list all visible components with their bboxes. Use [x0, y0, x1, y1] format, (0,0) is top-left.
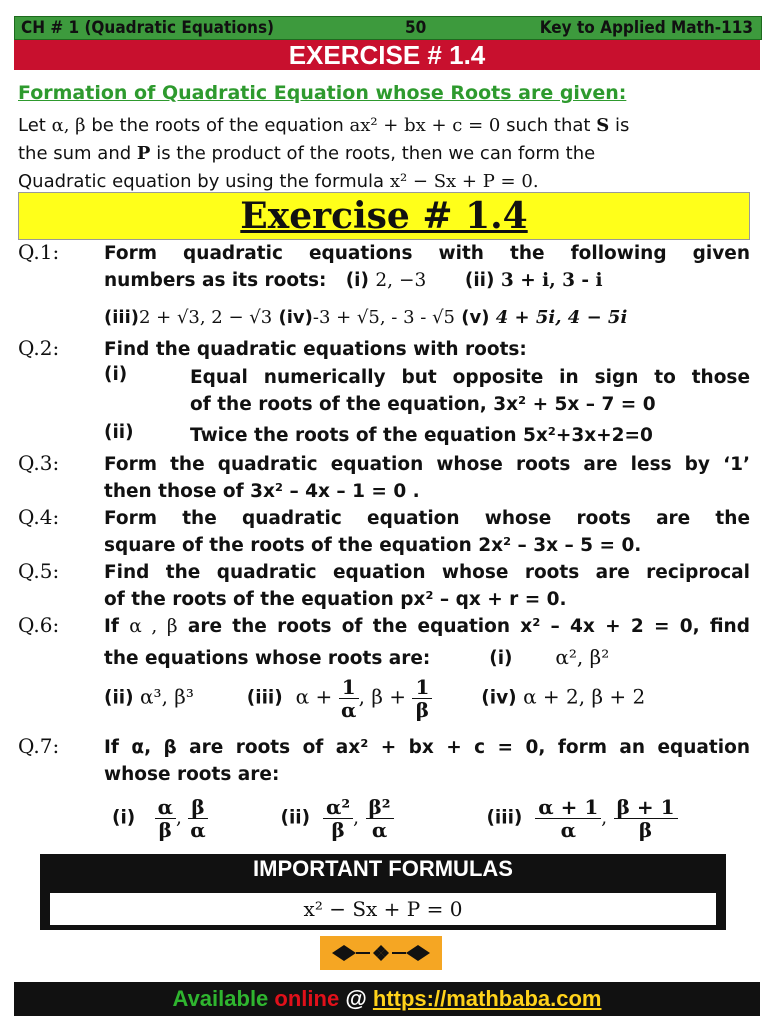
diamond-ornament-icon: [320, 936, 442, 970]
product-symbol: P: [136, 143, 151, 164]
intro-text: such that: [506, 115, 591, 136]
q4-number: Q.4:: [18, 505, 60, 529]
q1-part-iv: (iv): [278, 307, 313, 328]
q7-frac-a1-a: $\frac{\alpha + 1}{\alpha}$: [535, 796, 601, 841]
formation-formula: x² − Sx + P = 0.: [389, 171, 539, 192]
q6-part-iii: (iii): [246, 687, 283, 709]
q1-part-iv-value: -3 + √5, - 3 - √5: [312, 307, 455, 328]
q6-part-i: (i): [489, 648, 513, 669]
q1-part-ii: (ii): [464, 270, 495, 291]
q6-part-iv-value: α + 2, β + 2: [523, 684, 646, 709]
q1-number: Q.1:: [18, 240, 60, 264]
q2-part-ii-text: Twice the roots of the equation 5x²+3x+2=0: [190, 425, 653, 446]
q7-text: If α, β are roots of ax² + bx + c = 0, form an equation whose roots are:: [104, 737, 750, 785]
q6-number: Q.6:: [18, 613, 60, 637]
q1-part-ii-value: 3 + i, 3 - i: [500, 270, 603, 291]
page-header: [14, 16, 762, 40]
q7-frac-b1-b: $\frac{\beta + 1}{\beta}$: [614, 796, 678, 841]
intro-text: the sum and: [18, 143, 132, 164]
q3-text: Form the quadratic equation whose roots are less by ‘1’ then those of 3x² – 4x – 1 = 0 .: [104, 454, 750, 502]
q6-frac-1-alpha: $\frac{1}{\alpha}$: [339, 676, 359, 721]
exercise-title-box: [18, 192, 750, 240]
q1-part-iii-value: 2 + √3, 2 − √3: [138, 307, 273, 328]
q5-text: Find the quadratic equation whose roots are reciprocal of the roots of the equation px² – qx + r = 0.: [104, 562, 750, 610]
q7-frac-a2-b: $\frac{\text{α²}}{\beta}$: [323, 796, 353, 841]
q6-line1: If α , β are the roots of the equation x² – 4x + 2 = 0, find: [104, 616, 750, 637]
formulas-title: IMPORTANT FORMULAS: [253, 856, 513, 881]
q2-text: Find the quadratic equations with roots:: [104, 339, 527, 360]
alpha-beta: α, β: [51, 115, 86, 136]
q7-frac-a-b: $\frac{\alpha}{\beta}$: [155, 796, 176, 841]
q1-line2: numbers as its roots: (i) 2, −3 (ii) 3 + i, 3 - i: [104, 270, 603, 291]
exercise-title: Exercise # 1.4: [240, 195, 528, 237]
q2-part-ii: (ii): [104, 422, 134, 443]
chapter-label: CH # 1 (Quadratic Equations): [21, 18, 275, 38]
q6-frac-1-beta: $\frac{1}{\beta}$: [412, 676, 432, 721]
footer-url-link[interactable]: https://mathbaba.com: [372, 986, 602, 1011]
intro-text: is: [614, 115, 630, 136]
q6-part-ii-value: α³, β³: [140, 684, 194, 709]
q1-text: [104, 240, 750, 294]
general-equation: ax² + bx + c = 0: [349, 115, 501, 136]
q6-part-ii: (ii): [104, 687, 134, 709]
q4-text: Form the quadratic equation whose roots are the square of the roots of the equation 2x² – 3x – 5 = 0.: [104, 508, 750, 556]
exercise-banner: EXERCISE # 1.4: [14, 40, 760, 70]
q6-part-i-value: α², β²: [555, 645, 610, 669]
intro-paragraph: [18, 112, 758, 196]
q6-line2: the equations whose roots are: (i) α², β²: [104, 645, 610, 669]
page-number: 50: [405, 18, 427, 38]
q7-part-i: (i): [112, 807, 136, 829]
q3-number: Q.3:: [18, 451, 60, 475]
intro-text: Let: [18, 115, 46, 136]
q1-line1: Form quadratic equations with the following given: [104, 243, 750, 264]
q6-part-iv: (iv): [481, 687, 517, 709]
intro-text: is the product of the roots, then we can form the: [156, 143, 596, 164]
q7-number: Q.7:: [18, 734, 60, 758]
q1-line3: [104, 304, 750, 331]
sum-symbol: S: [596, 115, 610, 136]
footer-online: online: [274, 986, 340, 1011]
section-subheading: Formation of Quadratic Equation whose Roots are given:: [18, 82, 627, 104]
q2-number: Q.2:: [18, 336, 60, 360]
q7-frac-b-a: $\frac{\beta}{\alpha}$: [190, 795, 206, 842]
q7-parts: (i) $\frac{\alpha}{\beta}$ , $\frac{\beta}{\alpha}$ (ii) $\frac{\text{α²}}{\beta}$ , $\frac{\text{β²}}{\alpha}$ (iii) $\frac{\alpha + 1}{\alpha}$ , $\frac{\beta + 1}{\beta}$: [112, 796, 752, 841]
footer-bar: [14, 982, 760, 1016]
q7-part-ii: (ii): [280, 807, 311, 829]
intro-text: Quadratic equation by using the formula: [18, 171, 385, 192]
footer-at: @: [345, 986, 367, 1011]
q7-frac-b2-a: $\frac{\text{β²}}{\alpha}$: [366, 796, 394, 841]
q1-part-i-value: 2, −3: [375, 270, 427, 291]
intro-text: be the roots of the equation: [91, 115, 344, 136]
q1-part-i: (i): [345, 270, 369, 291]
q1-part-iii: (iii): [104, 307, 139, 328]
q2-part-i: (i): [104, 364, 128, 385]
q1-part-v-value: 4 + 5i, 4 − 5i: [495, 307, 628, 328]
q7-part-iii: (iii): [486, 807, 523, 829]
q6-line3: (ii) α³, β³ (iii) α + $\frac{1}{\alpha}$ , β + $\frac{1}{\beta}$ (iv) α + 2, β + 2: [104, 675, 646, 722]
formula-value: x² − Sx + P = 0: [50, 893, 716, 925]
q6-text: [104, 613, 750, 672]
q5-number: Q.5:: [18, 559, 60, 583]
book-key-label: Key to Applied Math-113: [539, 18, 753, 38]
q1-part-v: (v): [461, 307, 490, 328]
footer-available: Available: [172, 986, 269, 1011]
q2-part-i-text: Equal numerically but opposite in sign to those of the roots of the equation, 3x² + 5x – 7 = 0: [190, 367, 750, 415]
ornament: [320, 936, 442, 970]
